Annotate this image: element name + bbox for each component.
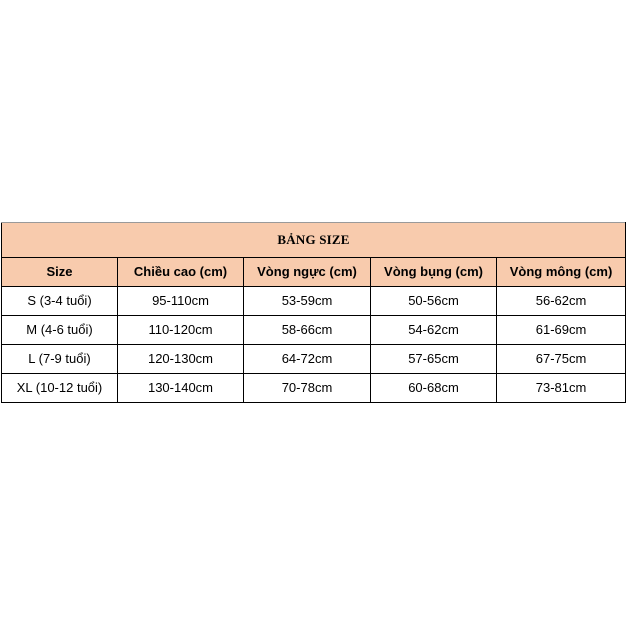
cell-height: 95-110cm [118,287,244,316]
column-header-size: Size [2,258,118,287]
table-row [2,374,626,403]
cell-waist: 54-62cm [371,316,497,345]
table-row [2,287,626,316]
cell-chest: 53-59cm [244,287,371,316]
table-title-row [2,223,626,258]
cell-chest: 70-78cm [244,374,371,403]
cell-chest: 58-66cm [244,316,371,345]
cell-waist: 60-68cm [371,374,497,403]
cell-waist: 57-65cm [371,345,497,374]
cell-height: 110-120cm [118,316,244,345]
cell-size: S (3-4 tuổi) [2,287,118,316]
cell-height: 120-130cm [118,345,244,374]
column-header-height: Chiều cao (cm) [118,258,244,287]
table-row [2,345,626,374]
cell-hip: 73-81cm [497,374,626,403]
column-header-chest: Vòng ngực (cm) [244,258,371,287]
cell-height: 130-140cm [118,374,244,403]
column-header-hip: Vòng mông (cm) [497,258,626,287]
cell-hip: 56-62cm [497,287,626,316]
table-row [2,316,626,345]
cell-size: M (4-6 tuổi) [2,316,118,345]
cell-waist: 50-56cm [371,287,497,316]
column-header-waist: Vòng bụng (cm) [371,258,497,287]
cell-size: XL (10-12 tuổi) [2,374,118,403]
cell-size: L (7-9 tuổi) [2,345,118,374]
size-chart-table [1,222,626,403]
cell-hip: 67-75cm [497,345,626,374]
cell-chest: 64-72cm [244,345,371,374]
cell-hip: 61-69cm [497,316,626,345]
table-header-row [2,258,626,287]
table-title: BẢNG SIZE [2,223,626,258]
